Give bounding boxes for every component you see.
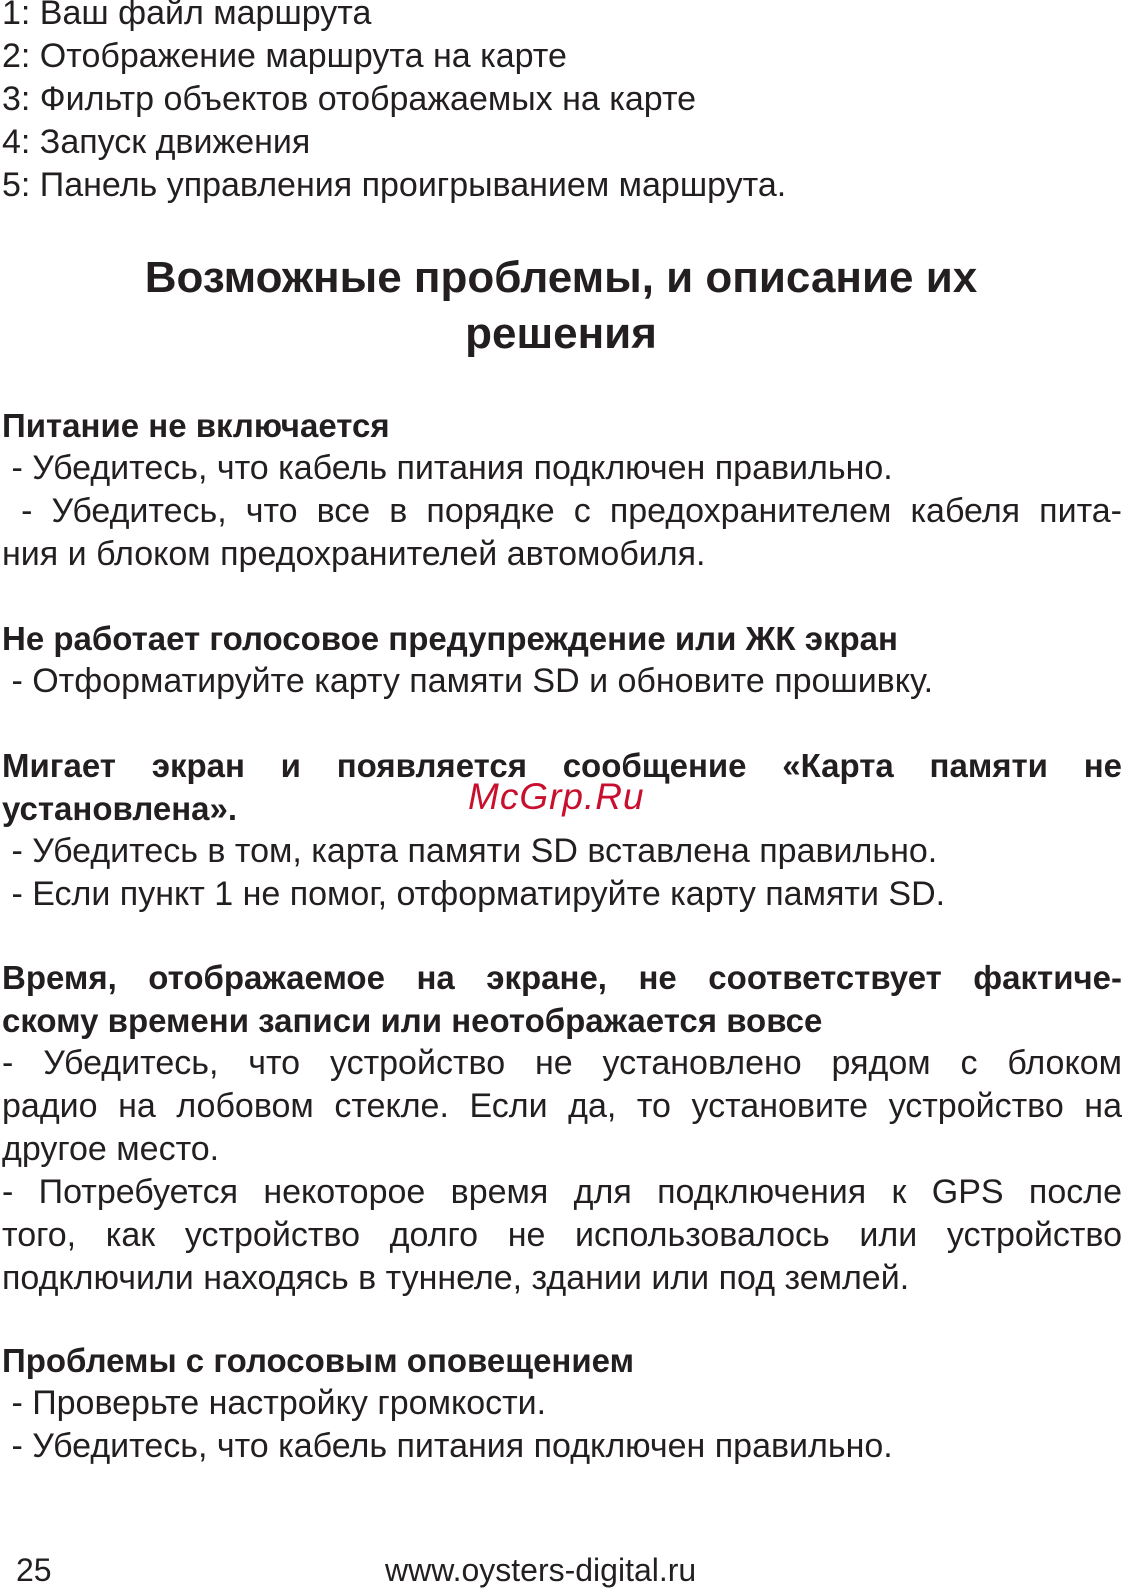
section-line: - Проверьте настройку громкости.	[2, 1384, 547, 1422]
section-voice-lcd	[2, 617, 1122, 703]
section-line: - Убедитесь, что устройство не установлено рядом с блоком	[2, 1044, 1122, 1082]
section-sound	[2, 1339, 1122, 1468]
list-item: 2: Отображение маршрута на карте	[2, 37, 567, 75]
list-item: 5: Панель управления проигрыванием маршрута.	[2, 166, 787, 204]
watermark: McGrp.Ru	[468, 776, 645, 817]
section-title: Не работает голосовое предупреждение или ЖК экран	[2, 620, 898, 657]
page-title-line: Возможные проблемы, и описание их	[144, 253, 978, 302]
route-legend-list	[2, 0, 1112, 207]
section-title: Мигает экран и появляется сообщение «Карта памяти не	[2, 747, 1122, 784]
section-power	[2, 404, 1122, 576]
section-title: установлена».	[2, 790, 238, 827]
section-title: Проблемы с голосовым оповещением	[2, 1342, 634, 1379]
section-line: того, как устройство долго не использовалось или устройство	[2, 1216, 1122, 1254]
section-line: другое место.	[2, 1130, 220, 1168]
page-number: 25	[16, 1552, 52, 1588]
list-item: 3: Фильтр объектов отображаемых на карте	[2, 80, 697, 118]
section-line: - Убедитесь, что кабель питания подключен правильно.	[2, 1427, 893, 1465]
section-line: - Убедитесь в том, карта памяти SD вставлена правильно.	[2, 832, 938, 870]
footer-url: www.oysters-digital.ru	[385, 1552, 697, 1588]
section-line: - Убедитесь, что кабель питания подключен правильно.	[2, 449, 893, 487]
section-title: Время, отображаемое на экране, не соответствует фактиче-	[2, 959, 1122, 996]
section-title: Питание не включается	[2, 407, 390, 444]
section-line: - Если пункт 1 не помог, отформатируйте карту памяти SD.	[2, 875, 946, 913]
section-flashing	[2, 744, 1122, 916]
section-line: - Убедитесь, что все в порядке с предохранителем кабеля пита-	[2, 492, 1122, 530]
list-item: 1: Ваш файл маршрута	[2, 0, 372, 32]
section-line: радио на лобовом стекле. Если да, то установите устройство на	[2, 1087, 1122, 1125]
section-line: ния и блоком предохранителей автомобиля.	[2, 535, 706, 573]
section-line: подключили находясь в туннеле, здании или под землей.	[2, 1259, 910, 1297]
section-line: - Потребуется некоторое время для подключения к GPS после	[2, 1173, 1122, 1211]
section-line: - Отформатируйте карту памяти SD и обновите прошивку.	[2, 662, 934, 700]
list-item: 4: Запуск движения	[2, 123, 311, 161]
section-time	[2, 956, 1122, 1300]
page-title	[0, 250, 1122, 362]
page-title-line: решения	[465, 309, 657, 358]
section-title: скому времени записи или неотображается вовсе	[2, 1002, 823, 1039]
